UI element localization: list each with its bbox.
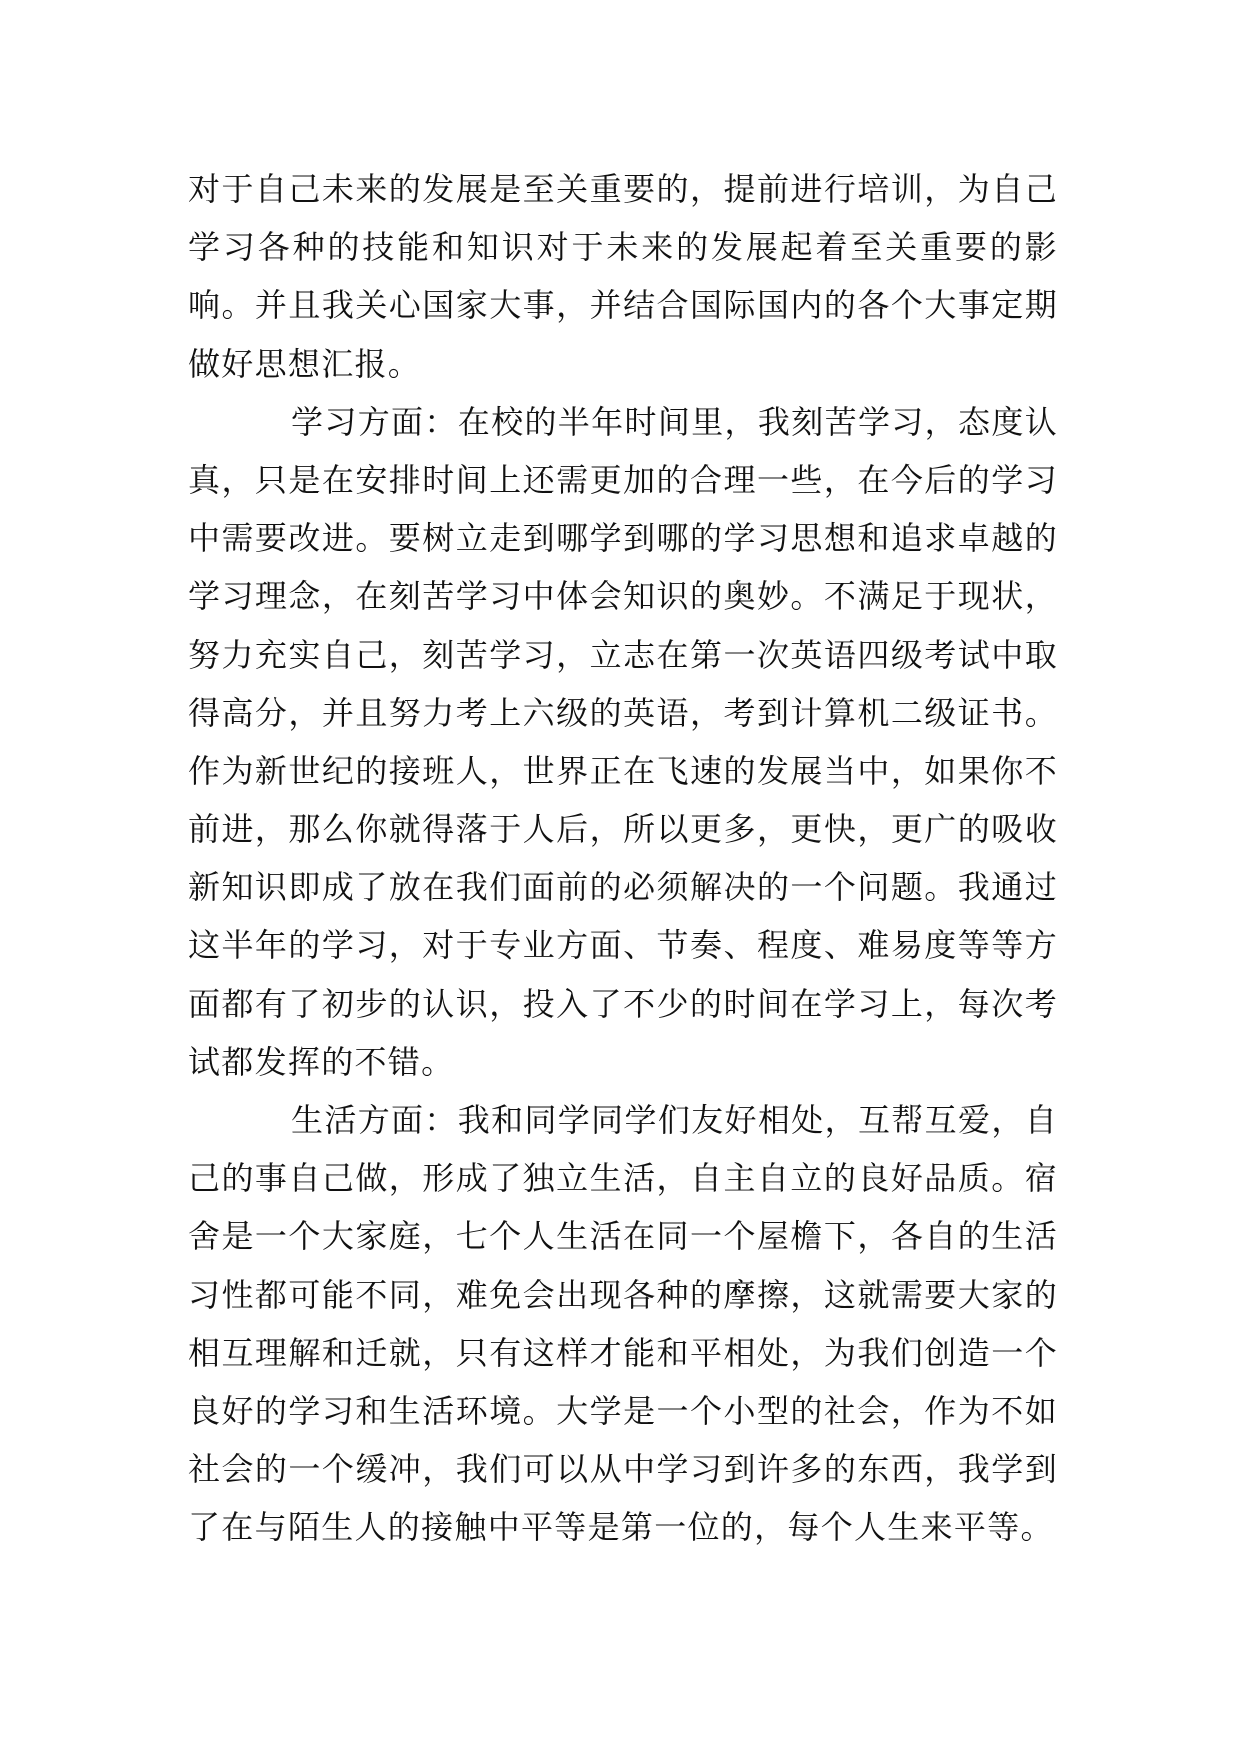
text-line: 新知识即成了放在我们面前的必须解决的一个问题。我通过 xyxy=(188,868,1058,907)
paragraph-study xyxy=(188,393,1058,1091)
text-line: 试都发挥的不错。 xyxy=(188,1042,455,1081)
text-line: 面都有了初步的认识，投入了不少的时间在学习上，每次考 xyxy=(188,984,1058,1023)
text-line: 得高分，并且努力考上六级的英语，考到计算机二级证书。 xyxy=(188,693,1058,732)
text-line: 生活方面：我和同学同学们友好相处，互帮互爱，自 xyxy=(291,1101,1058,1139)
text-line: 这半年的学习，对于专业方面、节奏、程度、难易度等等方 xyxy=(188,926,1058,965)
document-body xyxy=(188,160,1058,1557)
text-line: 学习各种的技能和知识对于未来的发展起着至关重要的影 xyxy=(188,228,1058,267)
text-line: 学习方面：在校的半年时间里，我刻苦学习，态度认 xyxy=(291,402,1058,441)
text-line: 良好的学习和生活环境。大学是一个小型的社会，作为不如 xyxy=(188,1391,1058,1430)
text-line: 做好思想汇报。 xyxy=(188,344,422,383)
text-line: 努力充实自己，刻苦学习，立志在第一次英语四级考试中取 xyxy=(188,635,1058,674)
text-line: 舍是一个大家庭，七个人生活在同一个屋檐下，各自的生活 xyxy=(188,1217,1058,1256)
paragraph-life xyxy=(188,1091,1058,1557)
text-line: 学习理念，在刻苦学习中体会知识的奥妙。不满足于现状， xyxy=(188,577,1058,616)
text-line: 相互理解和迁就，只有这样才能和平相处，为我们创造一个 xyxy=(188,1333,1058,1372)
paragraph-intro-continued xyxy=(188,160,1058,393)
text-line: 响。并且我关心国家大事，并结合国际国内的各个大事定期 xyxy=(188,286,1058,325)
text-line: 对于自己未来的发展是至关重要的，提前进行培训，为自己 xyxy=(188,170,1058,208)
text-line: 作为新世纪的接班人，世界正在飞速的发展当中，如果你不 xyxy=(188,751,1058,790)
text-line: 习性都可能不同，难免会出现各种的摩擦，这就需要大家的 xyxy=(188,1275,1058,1314)
text-line: 前进，那么你就得落于人后，所以更多，更快，更广的吸收 xyxy=(188,810,1058,849)
text-line: 社会的一个缓冲，我们可以从中学习到许多的东西，我学到 xyxy=(188,1450,1058,1489)
text-line: 中需要改进。要树立走到哪学到哪的学习思想和追求卓越的 xyxy=(188,519,1058,558)
text-line: 真，只是在安排时间上还需更加的合理一些，在今后的学习 xyxy=(188,460,1058,499)
text-line: 己的事自己做，形成了独立生活，自主自立的良好品质。宿 xyxy=(188,1159,1058,1198)
text-line: 了在与陌生人的接触中平等是第一位的，每个人生来平等。 xyxy=(188,1508,1054,1547)
